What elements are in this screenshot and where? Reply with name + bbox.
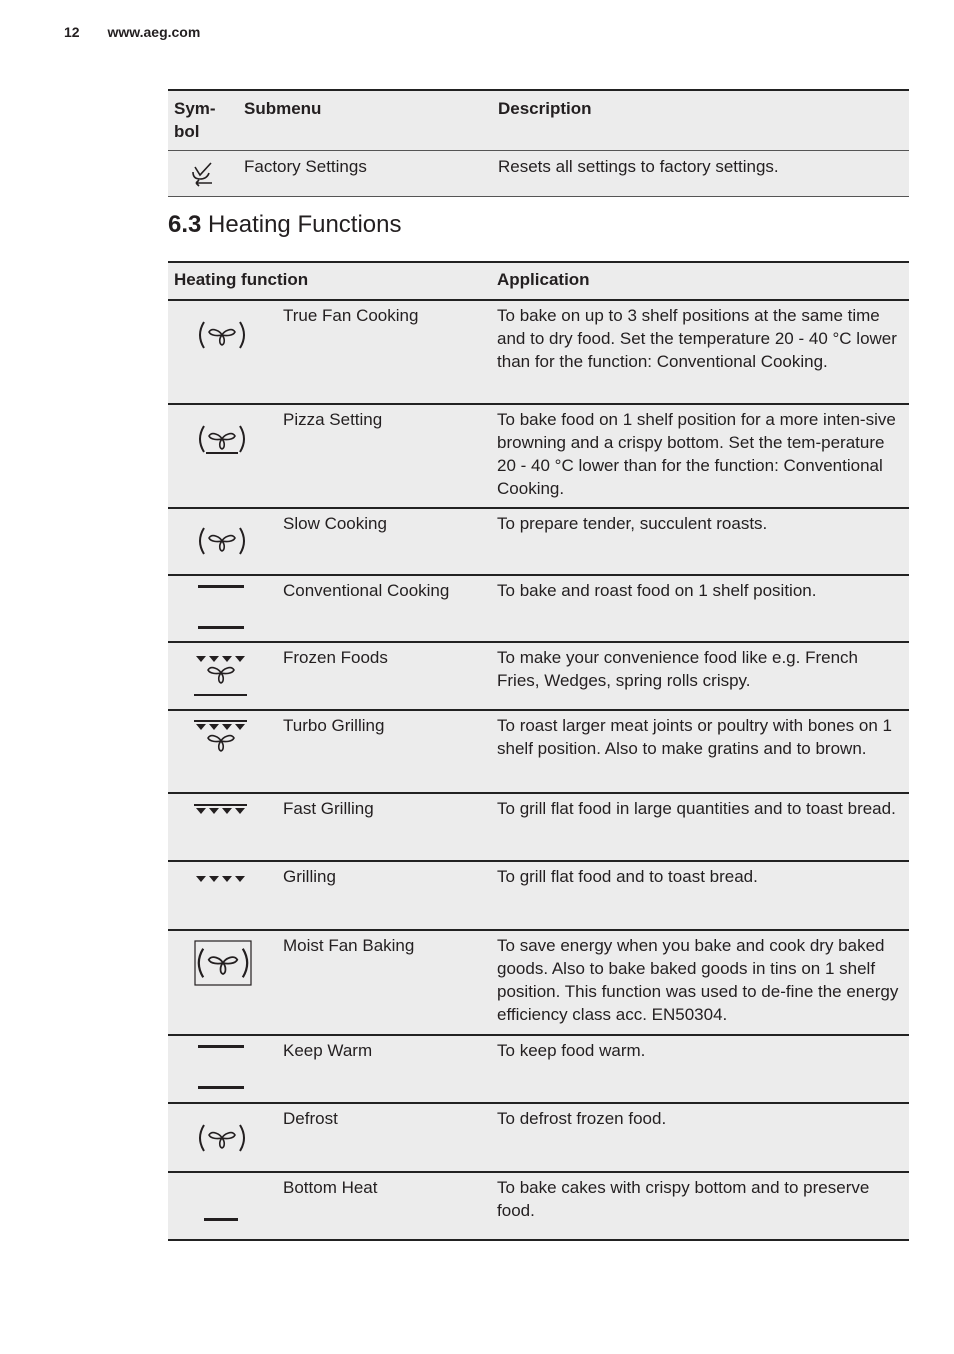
column-header-application: Application (497, 270, 590, 289)
table-row (168, 1103, 909, 1172)
slow-cooking-icon (194, 525, 250, 569)
symbol-cell (168, 710, 283, 793)
symbol-cell (168, 300, 283, 404)
function-name: Turbo Grilling (283, 716, 385, 735)
true-fan-icon (194, 319, 250, 363)
table-row (168, 642, 909, 710)
function-name: Defrost (283, 1109, 338, 1128)
symbol-cell (168, 404, 283, 508)
table-row (168, 1035, 909, 1103)
reset-settings-icon (190, 161, 216, 187)
table-row (168, 404, 909, 508)
function-name: Keep Warm (283, 1041, 373, 1060)
settings-table (168, 89, 909, 197)
function-application: To defrost frozen food. (497, 1109, 667, 1128)
function-application: To grill flat food and to toast bread. (497, 867, 758, 886)
grilling-icon (194, 874, 250, 886)
symbol-cell (168, 793, 283, 861)
website-link[interactable]: www.aeg.com (107, 24, 201, 40)
fast-grilling-icon (194, 803, 250, 819)
function-application: To make your convenience food like e.g. French Fries, Wedges, spring rolls crispy. (497, 648, 858, 690)
conventional-cooking-icon (194, 583, 250, 633)
symbol-cell (168, 642, 283, 710)
function-name: True Fan Cooking (283, 306, 419, 325)
function-application: To bake on up to 3 shelf positions at the same time and to dry food. Set the temperature 20 - 40 °C lower than for the function: Conventional Cooking. (497, 306, 897, 371)
column-header-submenu: Submenu (244, 99, 322, 118)
function-name: Conventional Cooking (283, 581, 450, 600)
table-row (168, 150, 909, 196)
symbol-cell (168, 508, 283, 575)
moist-fan-baking-icon (193, 939, 253, 987)
page-header (64, 24, 200, 40)
heating-functions-table (168, 261, 909, 1241)
bottom-heat-icon (194, 1216, 250, 1226)
function-application: To bake cakes with crispy bottom and to preserve food. (497, 1178, 870, 1220)
column-header-description: Description (498, 99, 592, 118)
table-row (168, 930, 909, 1035)
function-name: Fast Grilling (283, 799, 374, 818)
turbo-grilling-icon (194, 719, 250, 765)
function-application: To bake food on 1 shelf position for a more inten-sive browning and a crispy bottom. Set the tem-perature 20 - 40 °C lower than for the function: Conventional Cooking. (497, 410, 896, 498)
function-name: Frozen Foods (283, 648, 388, 667)
column-header-symbol: Sym- bol (174, 99, 216, 141)
table-row (168, 575, 909, 642)
function-application: To save energy when you bake and cook dry baked goods. Also to bake baked goods in tins on 1 shelf position. This function was used to de-fine the energy efficiency class acc. EN50304. (497, 936, 899, 1024)
page-number: 12 (64, 24, 80, 40)
symbol-cell (168, 575, 283, 642)
function-name: Grilling (283, 867, 336, 886)
section-number: 6.3 (168, 211, 202, 238)
function-application: To prepare tender, succulent roasts. (497, 514, 768, 533)
pizza-setting-icon (194, 423, 250, 467)
function-name: Pizza Setting (283, 410, 383, 429)
function-application: To keep food warm. (497, 1041, 646, 1060)
keep-warm-icon (194, 1043, 250, 1093)
function-application: To bake and roast food on 1 shelf position. (497, 581, 817, 600)
frozen-foods-icon (194, 654, 250, 700)
table-row (168, 793, 909, 861)
symbol-cell (168, 1103, 283, 1172)
table-row (168, 1172, 909, 1240)
function-name: Bottom Heat (283, 1178, 378, 1197)
symbol-cell (168, 930, 283, 1035)
submenu-cell: Factory Settings (244, 156, 367, 176)
function-application: To roast larger meat joints or poultry with bones on 1 shelf position. Also to make gratins and to brown. (497, 716, 892, 758)
column-header-heating-function: Heating function (174, 270, 309, 289)
heating-table-header (168, 262, 909, 300)
symbol-cell (168, 1035, 283, 1103)
table-row (168, 710, 909, 793)
symbol-cell (168, 150, 238, 196)
function-name: Slow Cooking (283, 514, 387, 533)
defrost-icon (194, 1122, 250, 1166)
function-name: Moist Fan Baking (283, 936, 415, 955)
settings-table-header (168, 90, 909, 150)
table-row (168, 508, 909, 575)
symbol-cell (168, 861, 283, 930)
description-cell: Resets all settings to factory settings. (498, 156, 779, 176)
section-title (168, 211, 402, 239)
table-row (168, 861, 909, 930)
symbol-cell (168, 1172, 283, 1240)
table-row (168, 300, 909, 404)
section-heading: Heating Functions (208, 211, 402, 238)
function-application: To grill flat food in large quantities and to toast bread. (497, 799, 896, 818)
